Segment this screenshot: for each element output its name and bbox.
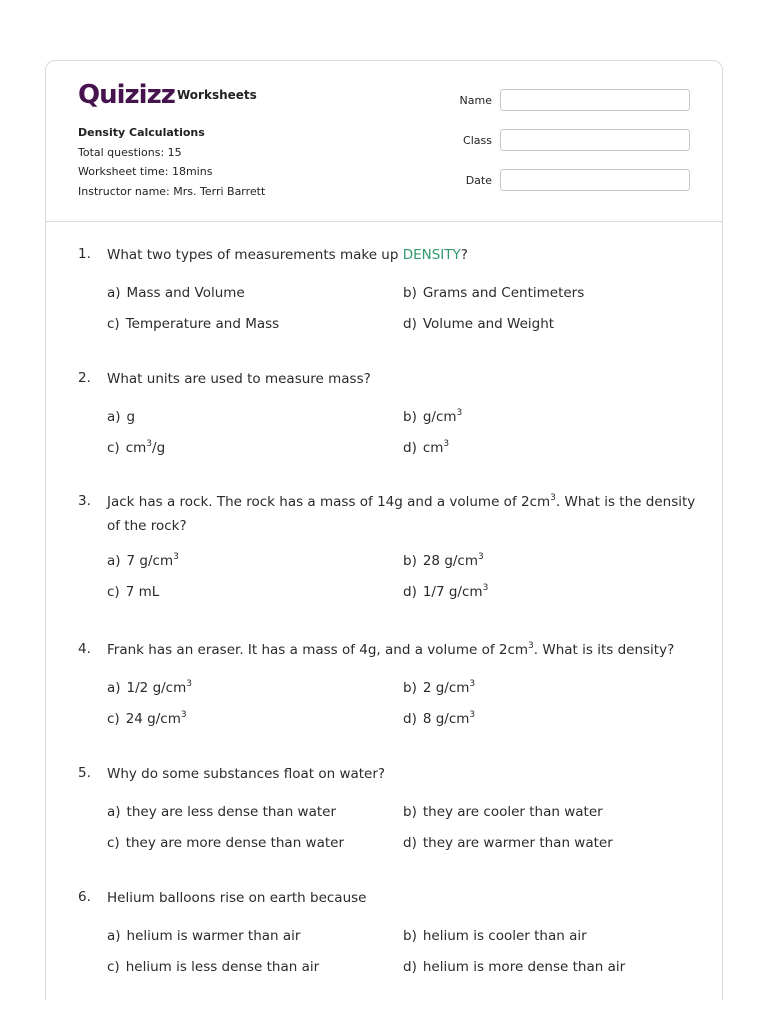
total-questions: Total questions: 15 <box>78 145 182 159</box>
worksheet-title: Density Calculations <box>78 126 205 139</box>
worksheet-page <box>45 60 723 1000</box>
date-label: Date <box>465 174 492 187</box>
name-label: Name <box>459 94 492 107</box>
question-number: 1. <box>78 246 91 262</box>
option-d[interactable]: d) $cm^3$ <box>403 439 450 456</box>
question-number: 6. <box>78 889 91 905</box>
option-d[interactable]: d) they are warmer than water <box>403 835 613 851</box>
worksheet-time: Worksheet time: 18mins <box>78 165 213 178</box>
option-c[interactable]: c) 24 $g/cm^3$ <box>107 710 187 727</box>
option-c[interactable]: c) 7 mL <box>107 584 160 600</box>
option-a[interactable]: a) g <box>107 409 136 425</box>
question-text: What units are used to measure mass? <box>107 371 371 387</box>
option-c[interactable]: c) they are more dense than water <box>107 835 345 851</box>
option-b[interactable]: b) helium is cooler than air <box>403 928 587 944</box>
option-b[interactable]: b) they are cooler than water <box>403 804 603 820</box>
option-d[interactable]: d) Volume and Weight <box>403 316 555 332</box>
question-number: 5. <box>78 765 91 781</box>
name-field[interactable] <box>500 89 690 111</box>
option-c[interactable]: c) helium is less dense than air <box>107 959 320 975</box>
worksheet-header <box>46 61 722 222</box>
question-text: Jack has a rock. The rock has a mass of 14g and a volume of $2cm^3$. What is the density of the rock? <box>107 493 696 534</box>
option-d[interactable]: d) 8 $g/cm^3$ <box>403 710 476 727</box>
option-b[interactable]: b) 2 $g/cm^3$ <box>403 679 476 696</box>
question-text: Frank has an eraser. It has a mass of 4g, and a volume of $2cm^3$. What is its density? <box>107 641 675 658</box>
option-b[interactable]: b) $g/cm^3$ <box>403 408 463 425</box>
question-text: What two types of measurements make up DENSITY? <box>107 247 468 263</box>
question-text: Helium balloons rise on earth because <box>107 890 367 906</box>
option-a[interactable]: a) Mass and Volume <box>107 285 245 301</box>
logo-subtitle: Worksheets <box>177 88 257 102</box>
question-number: 3. <box>78 493 91 509</box>
worksheet-meta <box>78 123 265 201</box>
quizizz-logo: Quizizz <box>78 80 175 110</box>
class-label: Class <box>463 134 492 147</box>
class-field[interactable] <box>500 129 690 151</box>
question-text: Why do some substances float on water? <box>107 766 386 782</box>
option-b[interactable]: b) Grams and Centimeters <box>403 285 585 301</box>
option-c[interactable]: c) $cm^3/g$ <box>107 439 166 456</box>
question-number: 4. <box>78 641 91 657</box>
option-a[interactable]: a) 1/2 $g/cm^3$ <box>107 679 192 696</box>
instructor-name: Instructor name: Mrs. Terri Barrett <box>78 184 266 198</box>
option-c[interactable]: c) Temperature and Mass <box>107 316 280 332</box>
option-d[interactable]: d) 1/7 $g/cm^3$ <box>403 583 489 600</box>
option-d[interactable]: d) helium is more dense than air <box>403 959 626 975</box>
option-a[interactable]: a) 7 $g/cm^3$ <box>107 552 179 569</box>
option-b[interactable]: b) 28 $g/cm^3$ <box>403 552 484 569</box>
option-a[interactable]: a) they are less dense than water <box>107 804 337 820</box>
date-field[interactable] <box>500 169 690 191</box>
keyword-highlight: DENSITY <box>402 247 461 263</box>
question-number: 2. <box>78 370 91 386</box>
option-a[interactable]: a) helium is warmer than air <box>107 928 301 944</box>
